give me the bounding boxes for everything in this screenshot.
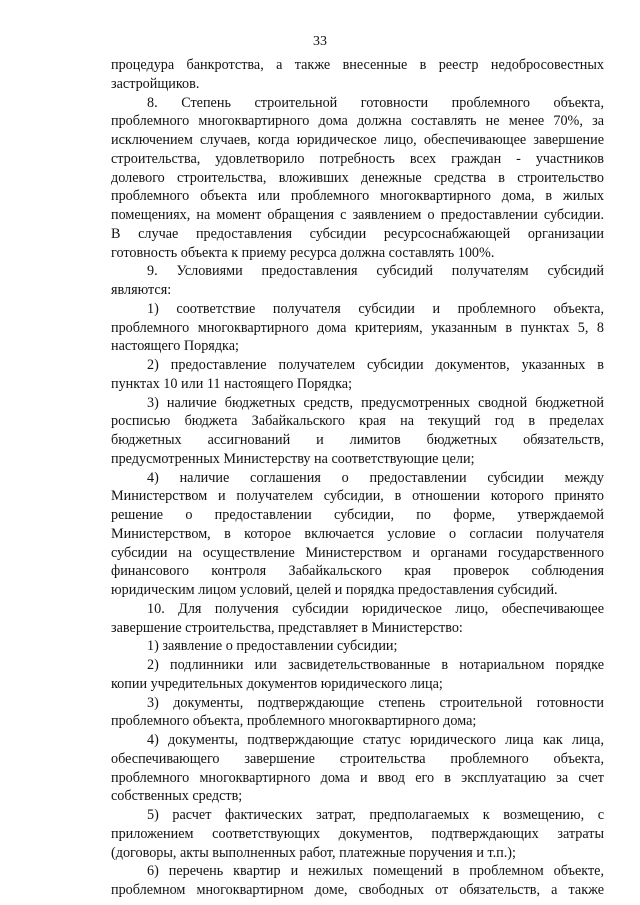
text-line: обеспечивающего завершение строительства проблемного объекта, (111, 750, 604, 767)
text-line: готовность объекта к приему ресурса должна составлять 100%. (111, 244, 495, 261)
text-line: проблемного многоквартирного дома и ввод его в эксплуатацию за счет (111, 769, 604, 786)
text-line: приложением соответствующих документов, подтверждающих затраты (111, 825, 604, 842)
text-line: завершение строительства, представляет в Министерство: (111, 619, 463, 636)
text-line: 5) расчет фактических затрат, предполагаемых к возмещению, с (147, 807, 604, 823)
text-line: 4) документы, подтверждающие статус юридического лица как лица, (147, 732, 604, 748)
text-line: 1) заявление о предоставлении субсидии; (147, 638, 398, 655)
text-line: юридическим лицом условий, целей и порядка предоставления субсидий. (111, 582, 558, 598)
text-line: 4) наличие соглашения о предоставлении субсидии между (147, 469, 604, 486)
text-line: проблемного объекта или проблемного многоквартирного дома, в жилых (111, 188, 604, 205)
document-body (111, 56, 604, 900)
text-line: (договоры, акты выполненных работ, платежные поручения и т.п.); (111, 844, 516, 861)
text-line: 6) перечень квартир и нежилых помещений в проблемном объекте, (147, 863, 604, 880)
text-line: 1) соответствие получателя субсидии и проблемного объекта, (147, 300, 604, 317)
text-line: В случае предоставления субсидии ресурсоснабжающей организации (111, 225, 604, 242)
text-line: исключением случаев, когда юридическое лицо, обеспечивающее завершение (111, 132, 604, 148)
text-line: помещениях, на момент обращения с заявлением о предоставлении субсидии. (111, 207, 604, 223)
text-line: 3) документы, подтверждающие степень строительной готовности (147, 694, 604, 711)
text-line: предусмотренных Министерству на соответствующие цели; (111, 450, 475, 467)
text-line: 8. Степень строительной готовности проблемного объекта, (147, 94, 604, 111)
text-line: решение о предоставлении субсидии, по форме, утверждаемой (111, 507, 604, 523)
page-number: 33 (313, 34, 327, 49)
text-line: пунктах 10 или 11 настоящего Порядка; (111, 375, 353, 392)
text-line: копии учредительных документов юридического лица; (111, 675, 443, 692)
text-line: 9. Условиями предоставления субсидий получателям субсидий (147, 263, 604, 280)
text-line: собственных средств; (111, 788, 243, 805)
text-line: Министерством и получателем субсидии, в отношении которого принято (111, 488, 604, 505)
text-line: субсидии на осуществление Министерством и органами государственного (111, 544, 604, 561)
text-line: Министерством, в которое включается условие о согласии получателя (111, 525, 604, 542)
text-line: 3) наличие бюджетных средств, предусмотренных сводной бюджетной (147, 394, 604, 411)
text-line: строительства, удовлетворило потребность всех граждан - участников (111, 150, 604, 167)
text-line: проблемного объекта, проблемного многоквартирного дома; (111, 713, 477, 730)
text-line: являются: (111, 282, 172, 298)
text-line: росписью бюджета Забайкальского края на текущий год в пределах (111, 413, 604, 430)
text-line: 10. Для получения субсидии юридическое лицо, обеспечивающее (147, 600, 604, 617)
text-line: проблемного многоквартирного дома критериям, указанным в пунктах 5, 8 (111, 319, 604, 336)
text-line: процедура банкротства, а также внесенные в реестр недобросовестных (111, 57, 604, 73)
text-line: застройщиков. (111, 75, 200, 92)
text-line: 2) предоставление получателем субсидии документов, указанных в (147, 357, 604, 373)
text-line: настоящего Порядка; (111, 338, 239, 355)
text-line: финансового контроля Забайкальского края проверок соблюдения (111, 563, 604, 580)
text-line: долевого строительства, вложивших денежные средства в строительство (111, 169, 604, 186)
text-line: бюджетных ассигнований и лимитов бюджетных обязательств, (111, 432, 604, 448)
text-line: 2) подлинники или засвидетельствованные в нотариальном порядке (147, 657, 604, 673)
text-line: проблемного многоквартирного дома должна составлять не менее 70%, за (111, 113, 604, 130)
text-line: проблемном многоквартирном доме, свободных от обязательств, а также (111, 882, 604, 898)
